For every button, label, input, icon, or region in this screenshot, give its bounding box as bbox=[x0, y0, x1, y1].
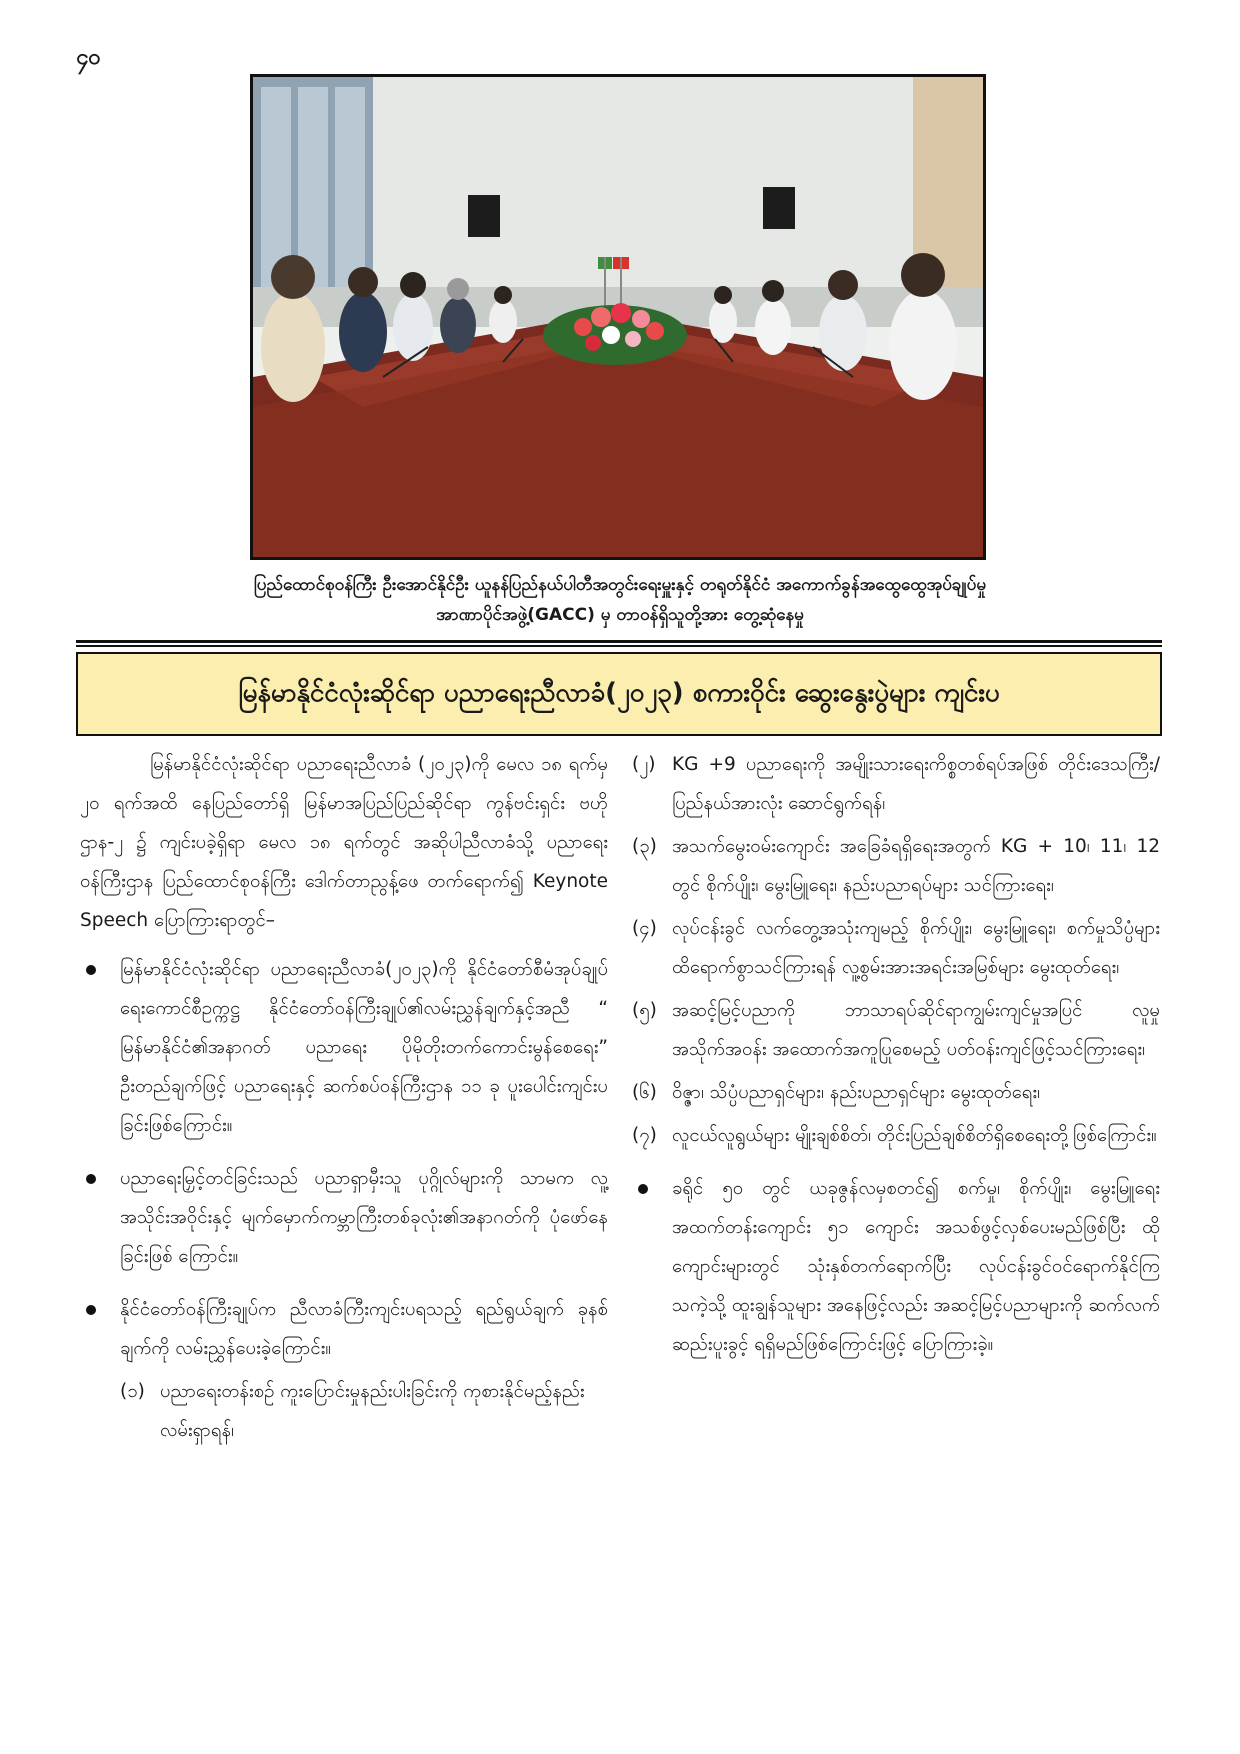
intro-paragraph: မြန်မာနိုင်ငံလုံးဆိုင်ရာ ပညာရေးညီလာခံ (၂၀၂၃)ကို မေလ ၁၈ ရက်မှ ၂၀ ရက်အထိ နေပြည်တော်ရှိ မြန်မာအပြည်ပြည်ဆိုင်ရာ ကွန်ဗင်းရှင်း ဗဟိုဌာန-၂ ၌ ကျင်းပခဲ့ရှိရာ မေလ ၁၈ ရက်တွင် အဆိုပါညီလာခံသို့ ပညာရေးဝန်ကြီးဌာန ပြည်ထောင်စုဝန်ကြီး ဒေါက်တာညွန့်ဖေ တက်ရောက်၍ Keynote Speech ပြောကြားရာတွင်– bbox=[80, 754, 608, 931]
bullet-text: နိုင်ငံတော်ဝန်ကြီးချုပ်က ညီလာခံကြီးကျင်းပရသည့် ရည်ရွယ်ချက် ခုနစ်ချက်ကို လမ်းညွှန်ပေးခဲ့ကြောင်း။ bbox=[120, 1299, 608, 1359]
numbered-item-number: (၇) bbox=[632, 1125, 657, 1146]
section-divider bbox=[76, 640, 1162, 643]
numbered-item-text: လုပ်ငန်းခွင် လက်တွေ့အသုံးကျမည့် စိုက်ပျိုး၊ မွေးမြူရေး၊ စက်မှုသိပ္ပံများ ထိရောက်စွာသင်ကြားရန် လူ့စွမ်းအားအရင်းအမြစ်များ မွေးထုတ်ရေး၊ bbox=[672, 918, 1160, 978]
bullet-icon bbox=[638, 1184, 648, 1194]
article-headline: မြန်မာနိုင်ငံလုံးဆိုင်ရာ ပညာရေးညီလာခံ(၂၀၂၃) စကားဝိုင်း ဆွေးနွေးပွဲများ ကျင်းပ bbox=[238, 677, 1000, 708]
numbered-item bbox=[632, 827, 1160, 905]
bullet-icon bbox=[86, 1305, 96, 1315]
numbered-item-text: ပညာရေးတန်းစဉ် ကူးပြောင်းမှုနည်းပါးခြင်းကို ကုစားနိုင်မည့်နည်းလမ်းရှာရန်၊ bbox=[160, 1381, 585, 1441]
numbered-item-number: (၆) bbox=[632, 1082, 657, 1103]
numbered-item-text: လူငယ်လူရွယ်များ မျိုးချစ်စိတ်၊ တိုင်းပြည်ချစ်စိတ်ရှိစေရေးတို့ဖြစ်ကြောင်း။ bbox=[672, 1125, 1157, 1146]
bullet-item bbox=[80, 950, 608, 1145]
numbered-item bbox=[632, 991, 1160, 1069]
photo-caption-line-1: ပြည်ထောင်စုဝန်ကြီး ဦးအောင်နိုင်ဦး ယူနန်ပြည်နယ်ပါတီအတွင်းရေးမှူးနှင့် တရုတ်နိုင်ငံ အကောက်ခွန်အထွေထွေအုပ်ချုပ်မှု bbox=[253, 575, 987, 595]
numbered-item bbox=[632, 745, 1160, 823]
numbered-item-number: (၅) bbox=[632, 1000, 657, 1021]
numbered-item bbox=[632, 909, 1160, 987]
article-headline-box bbox=[76, 652, 1162, 736]
bullet-icon bbox=[86, 965, 96, 975]
bullet-text: မြန်မာနိုင်ငံလုံးဆိုင်ရာ ပညာရေးညီလာခံ(၂၀၂၃)ကို နိုင်ငံတော်စီမံအုပ်ချုပ်ရေးကောင်စီဥက္ကဋ္ဌ နိုင်ငံတော်ဝန်ကြီးချုပ်၏လမ်းညွှန်ချက်နှင့်အညီ “ မြန်မာနိုင်ငံ၏အနာဂတ် ပညာရေး ပိုမိုတိုးတက်ကောင်းမွန်စေရေး” ဦးတည်ချက်ဖြင့် ပညာရေးနှင့် ဆက်စပ်ဝန်ကြီးဌာန ၁၁ ခု ပူးပေါင်းကျင်းပခြင်းဖြစ်ကြောင်း။ bbox=[120, 959, 608, 1136]
numbered-item bbox=[632, 1073, 1160, 1112]
meeting-photo-illustration bbox=[253, 77, 983, 557]
numbered-item-text: အသက်မွေးဝမ်းကျောင်း အခြေခံရရှိရေးအတွက် KG + 10၊ 11၊ 12 တွင် စိုက်ပျိုး၊ မွေးမြူရေး၊ နည်းပညာရပ်များ သင်ကြားရေး၊ bbox=[672, 836, 1160, 896]
bullet-text: ခရိုင် ၅၀ တွင် ယခုဇွန်လမှစတင်၍ စက်မှု၊ စိုက်ပျိုး၊ မွေးမြူရေး အထက်တန်းကျောင်း ၅၁ ကျောင်း အသစ်ဖွင့်လှစ်ပေးမည်ဖြစ်ပြီး ထိုကျောင်းများတွင် သုံးနှစ်တက်ရောက်ပြီး လုပ်ငန်းခွင်ဝင်ရောက်နိုင်ကြသကဲ့သို့ ထူးချွန်သူများ အနေဖြင့်လည်း အဆင့်မြင့်ပညာများကို ဆက်လက်ဆည်းပူးခွင့် ရရှိမည်ဖြစ်ကြောင်းဖြင့် ပြောကြားခဲ့။ bbox=[672, 1178, 1160, 1355]
numbered-item-number: (၂) bbox=[632, 754, 656, 775]
numbered-item-text: ဝိဇ္ဇာ၊ သိပ္ပံပညာရှင်များ၊ နည်းပညာရှင်များ မွေးထုတ်ရေး၊ bbox=[672, 1082, 1041, 1103]
section-divider-thin bbox=[76, 645, 1162, 647]
numbered-item bbox=[120, 1372, 608, 1450]
bullet-text: ပညာရေးမြှင့်တင်ခြင်းသည် ပညာရှာမှီးသူ ပုဂ္ဂိုလ်များကို သာမက လူ့အသိုင်းအဝိုင်းနှင့် မျက်မှောက်ကမ္ဘာကြီးတစ်ခုလုံး၏အနာဂတ်ကို ပုံဖော်နေခြင်းဖြစ် ကြောင်း။ bbox=[120, 1168, 608, 1267]
bullet-icon bbox=[86, 1174, 96, 1184]
numbered-item-text: အဆင့်မြင့်ပညာကို ဘာသာရပ်ဆိုင်ရာကျွမ်းကျင်မှုအပြင် လူမှုအသိုက်အဝန်း အထောက်အကူပြုစေမည့် ပတ်ဝန်းကျင်ဖြင့်သင်ကြားရေး၊ bbox=[672, 1000, 1160, 1060]
meeting-photo bbox=[250, 74, 986, 560]
numbered-item-number: (၄) bbox=[632, 918, 657, 939]
right-column bbox=[632, 745, 1160, 1378]
left-column bbox=[80, 745, 608, 1454]
page-number: ၄၀ bbox=[76, 45, 101, 70]
photo-caption-line-2: အာဏာပိုင်အဖွဲ့(GACC) မှ တာဝန်ရှိသူတို့အား တွေ့ဆုံနေမှု bbox=[436, 605, 804, 625]
numbered-item-text: KG +9 ပညာရေးကို အမျိုးသားရေးကိစ္စတစ်ရပ်အဖြစ် တိုင်းဒေသကြီး/ ပြည်နယ်အားလုံး ဆောင်ရွက်ရန်၊ bbox=[672, 754, 1160, 814]
numbered-item-number: (၃) bbox=[632, 836, 657, 857]
numbered-item-number: (၁) bbox=[120, 1381, 145, 1402]
bullet-item bbox=[632, 1169, 1160, 1364]
bullet-item bbox=[80, 1159, 608, 1276]
numbered-item bbox=[632, 1116, 1160, 1155]
bullet-item bbox=[80, 1290, 608, 1368]
